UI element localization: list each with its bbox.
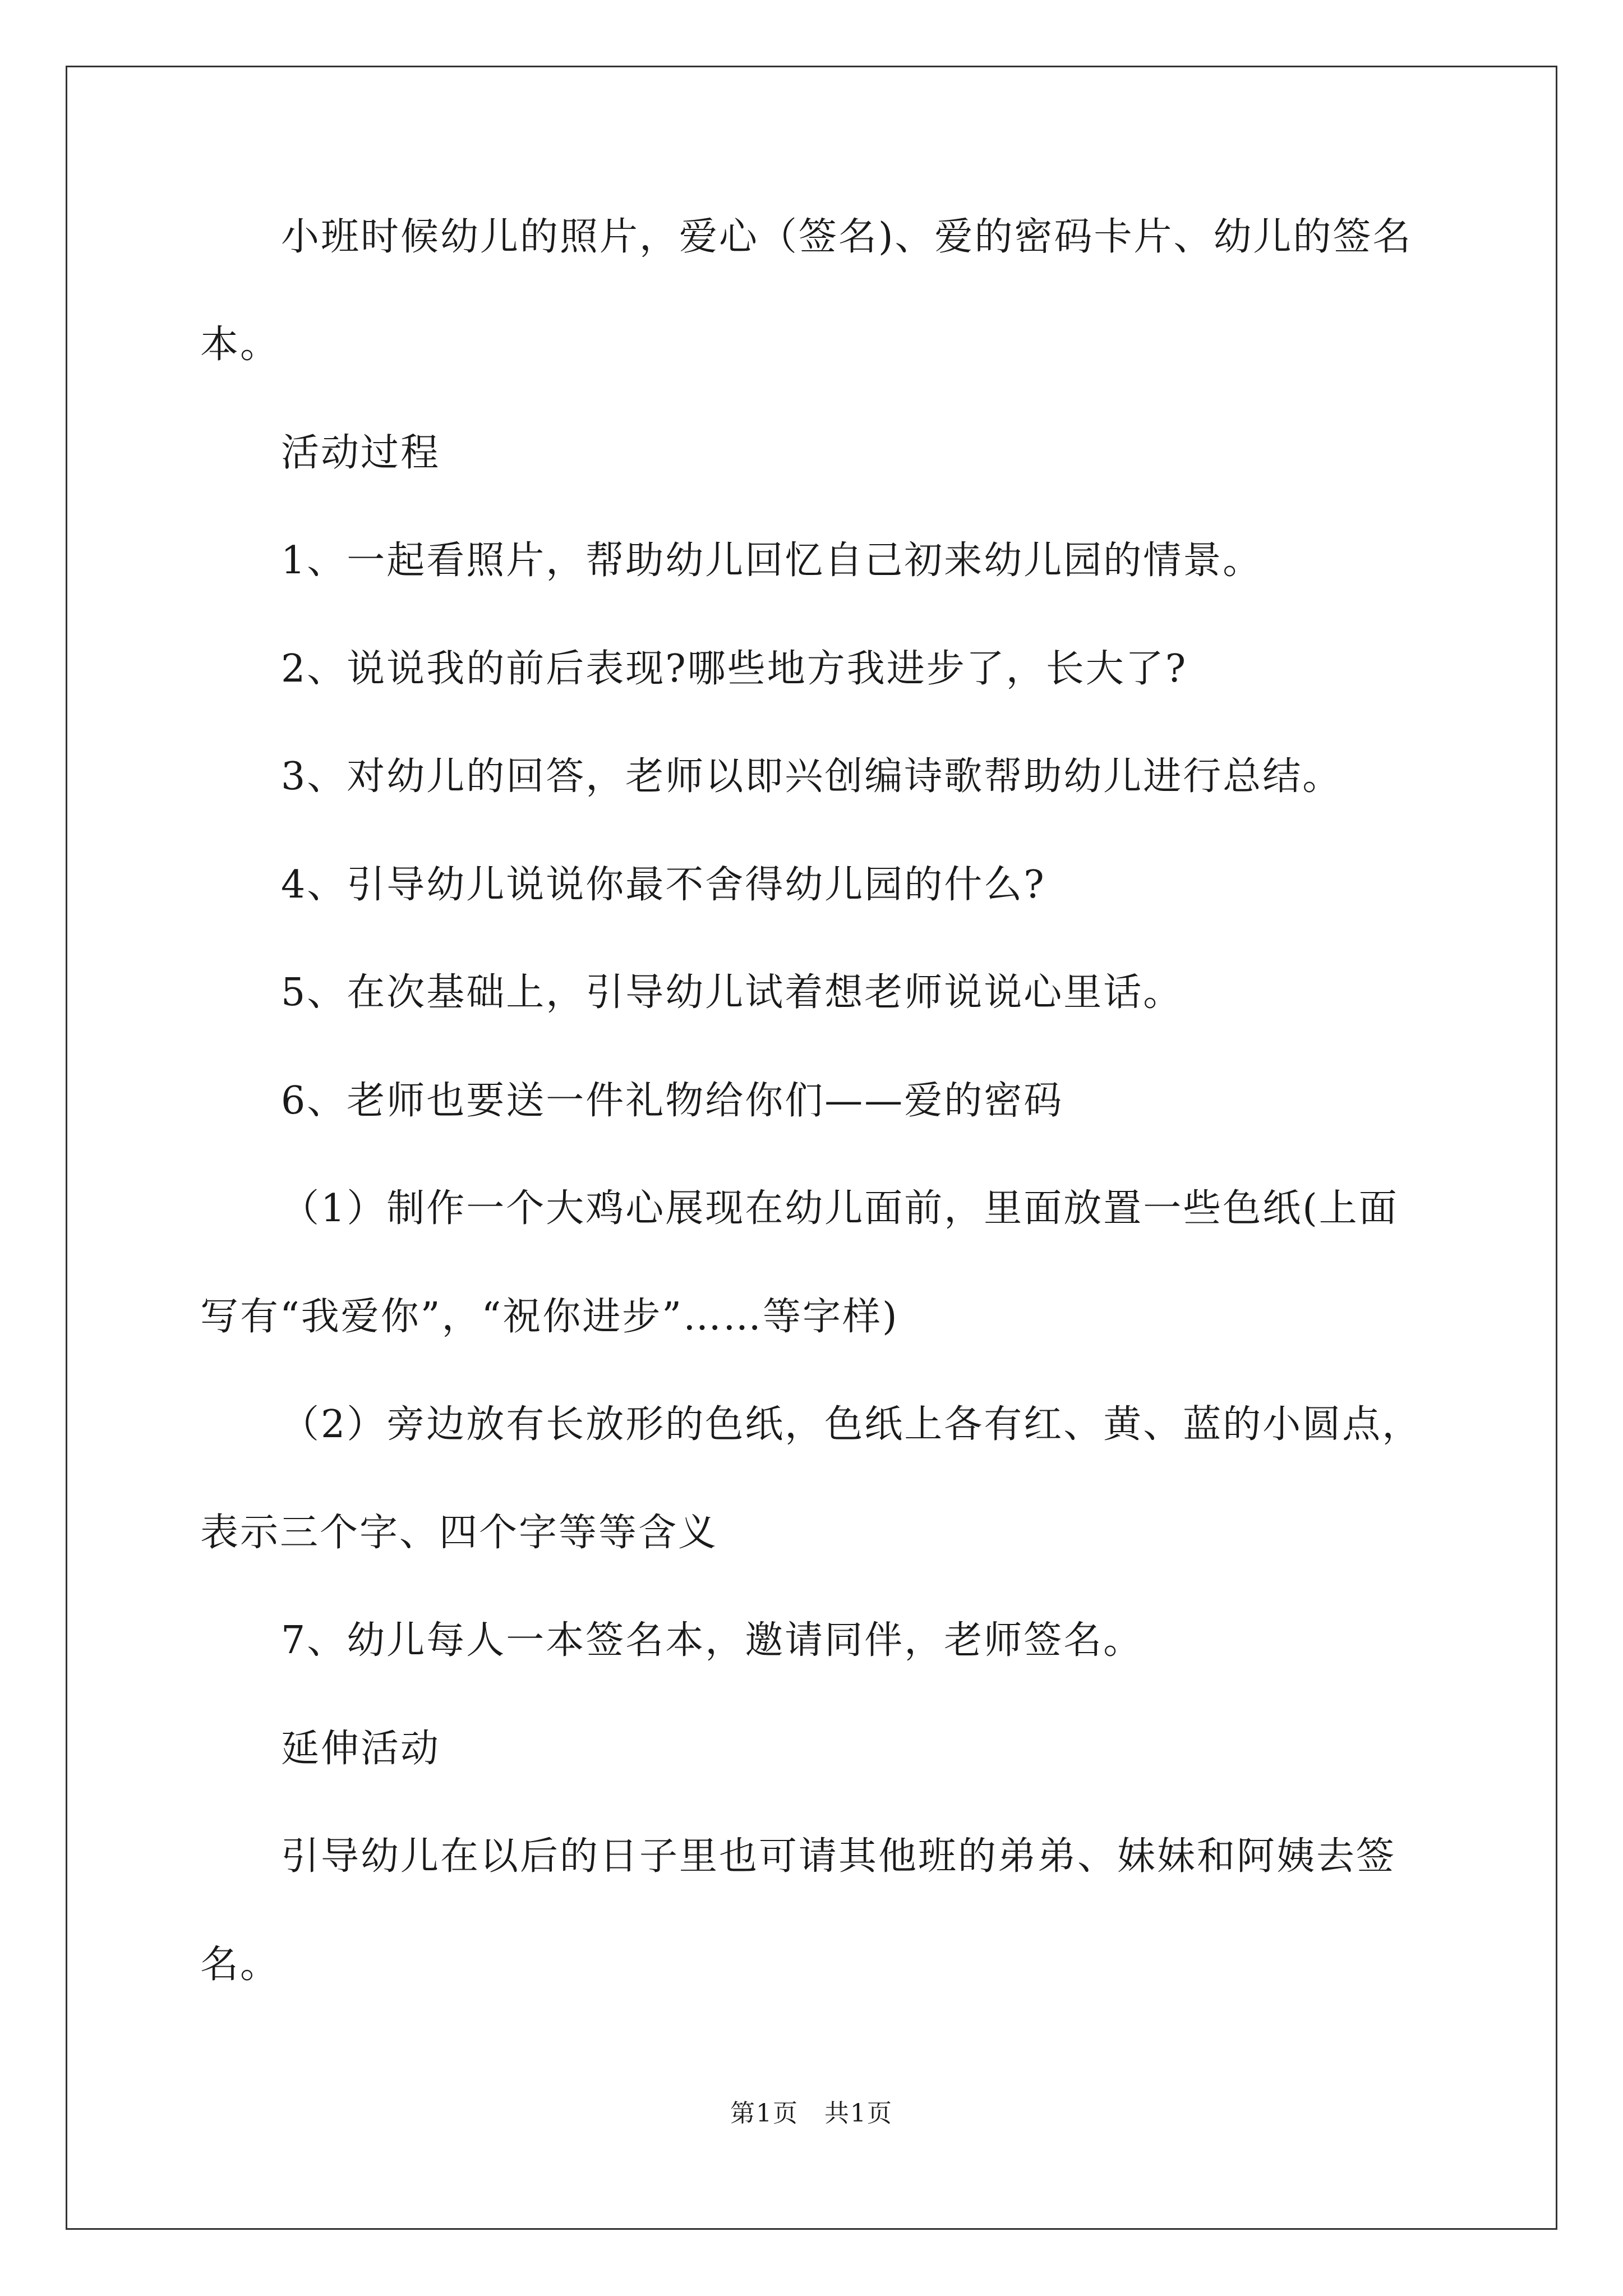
- section-heading: 延伸活动: [281, 1727, 441, 1771]
- paragraph-line: 引导幼儿在以后的日子里也可请其他班的弟弟、妹妹和阿姨去签: [281, 1834, 1396, 1879]
- list-item: 4、引导幼儿说说你最不舍得幼儿园的什么?: [281, 863, 1046, 907]
- sub-list-item: （1）制作一个大鸡心展现在幼儿面前，里面放置一些色纸(上面: [281, 1186, 1399, 1231]
- list-item: 1、一起看照片，帮助幼儿回忆自己初来幼儿园的情景。: [281, 539, 1263, 583]
- sub-list-item-continued: 写有“我爱你”，“祝你进步”……等字样): [200, 1295, 899, 1339]
- list-item: 3、对幼儿的回答，老师以即兴创编诗歌帮助幼儿进行总结。: [281, 754, 1343, 799]
- paragraph-line: 小班时候幼儿的照片，爱心（签名)、爱的密码卡片、幼儿的签名: [281, 215, 1413, 259]
- page-border: [66, 66, 1557, 2230]
- section-heading: 活动过程: [281, 431, 441, 475]
- paragraph-line: 本。: [200, 323, 280, 367]
- list-item: 6、老师也要送一件礼物给你们——爱的密码: [281, 1079, 1064, 1123]
- list-item: 7、幼儿每人一本签名本，邀请同伴，老师签名。: [281, 1618, 1144, 1663]
- sub-list-item: （2）旁边放有长放形的色纸，色纸上各有红、黄、蓝的小圆点，: [281, 1402, 1422, 1447]
- sub-list-item-continued: 表示三个字、四个字等等含义: [200, 1511, 718, 1555]
- list-item: 2、说说我的前后表现?哪些地方我进步了，长大了?: [281, 647, 1188, 691]
- list-item: 5、在次基础上，引导幼儿试着想老师说说心里话。: [281, 970, 1183, 1015]
- page-footer: 第1页 共1页: [730, 2099, 893, 2128]
- paragraph-line: 名。: [200, 1943, 280, 1987]
